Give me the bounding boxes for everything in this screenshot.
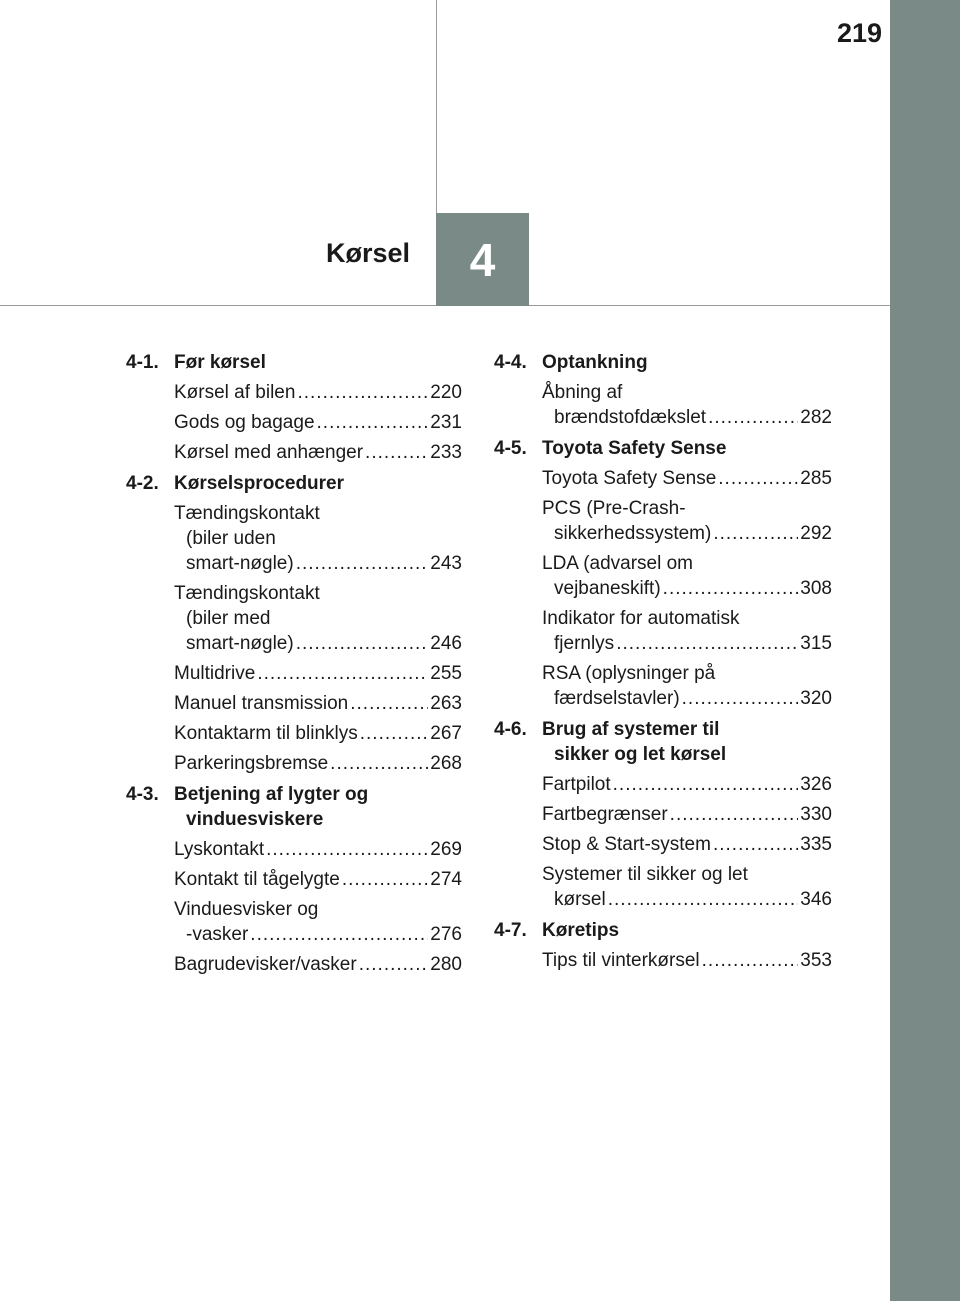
entry-page-number: 243 <box>430 553 462 574</box>
dot-leader <box>296 631 429 656</box>
section-title-line: Optankning <box>542 352 648 373</box>
section-number: 4-4. <box>494 352 527 373</box>
section-number: 4-3. <box>126 784 159 805</box>
dot-leader <box>365 440 428 465</box>
entry-text-line: Toyota Safety Sense <box>542 468 717 489</box>
entry-text-line: (biler uden <box>186 528 276 549</box>
section-number: 4-2. <box>126 473 159 494</box>
toc-entry[interactable] <box>174 440 462 465</box>
entry-page-number: 255 <box>430 663 462 684</box>
entry-page-number: 353 <box>800 950 832 971</box>
section-heading[interactable] <box>494 436 832 461</box>
page-number: 219 <box>836 18 882 48</box>
section-heading[interactable] <box>494 918 832 943</box>
entry-text-line: Åbning af <box>542 382 623 403</box>
toc-entry[interactable] <box>542 862 832 912</box>
toc-entry[interactable] <box>542 832 832 857</box>
toc-section <box>494 436 832 711</box>
entry-text-line: PCS (Pre-Crash- <box>542 498 686 519</box>
chapter-side-tab <box>890 0 960 1301</box>
toc-entry[interactable] <box>174 501 462 576</box>
entry-page-number: 292 <box>800 523 832 544</box>
entry-page-number: 276 <box>430 924 462 945</box>
section-title-line: Kørselsprocedurer <box>174 473 345 494</box>
section-title <box>542 350 832 375</box>
entry-text-line: Fartbegrænser <box>542 804 668 825</box>
dot-leader <box>330 751 428 776</box>
entry-page-number: 267 <box>430 723 462 744</box>
entry-text-line: Manuel transmission <box>174 693 349 714</box>
entry-text-line: -vasker <box>186 924 249 945</box>
dot-leader <box>702 948 799 973</box>
section-title-line: Betjening af lygter og <box>174 784 369 805</box>
entry-text-line: Kørsel af bilen <box>174 382 296 403</box>
entry-page-number: 231 <box>430 412 462 433</box>
entry-page-number: 268 <box>430 753 462 774</box>
entry-text-line: Fartpilot <box>542 774 611 795</box>
section-heading[interactable] <box>126 782 462 832</box>
entry-text-line: Tændingskontakt <box>174 503 320 524</box>
toc-entry[interactable] <box>174 867 462 892</box>
entry-text-line: Gods og bagage <box>174 412 315 433</box>
entry-text-line: Indikator for automatisk <box>542 608 740 629</box>
entry-text-line: (biler med <box>186 608 271 629</box>
dot-leader <box>296 551 429 576</box>
toc-entry[interactable] <box>542 772 832 797</box>
entry-text-line: fjernlys <box>554 633 615 654</box>
chapter-number: 4 <box>469 233 496 286</box>
dot-leader <box>317 410 429 435</box>
entry-page-number: 269 <box>430 839 462 860</box>
section-title <box>542 918 832 943</box>
toc-section <box>494 717 832 912</box>
dot-leader <box>608 887 799 912</box>
toc-section <box>126 350 462 465</box>
toc-entry[interactable] <box>174 380 462 405</box>
entry-page-number: 335 <box>800 834 832 855</box>
entry-page-number: 280 <box>430 954 462 975</box>
section-number: 4-1. <box>126 352 159 373</box>
header-vertical-rule <box>436 0 437 213</box>
dot-leader <box>350 691 428 716</box>
entry-text-line: smart-nøgle) <box>186 553 294 574</box>
dot-leader <box>342 867 428 892</box>
entry-text-line: brændstofdækslet <box>554 407 707 428</box>
toc-left-column <box>126 350 462 983</box>
entry-text-line: Tændingskontakt <box>174 583 320 604</box>
toc-entry[interactable] <box>174 410 462 435</box>
entry-page-number: 285 <box>800 468 832 489</box>
toc-section <box>494 918 832 973</box>
toc-section <box>494 350 832 430</box>
toc-entry[interactable] <box>542 661 832 711</box>
entry-page-number: 282 <box>800 407 832 428</box>
entry-text-line: smart-nøgle) <box>186 633 294 654</box>
toc-entry[interactable] <box>174 581 462 656</box>
section-title-line: vinduesviskere <box>186 809 324 830</box>
section-heading[interactable] <box>494 717 832 767</box>
toc-entry[interactable] <box>174 721 462 746</box>
toc-entry[interactable] <box>542 948 832 973</box>
entry-text-line: Tips til vinterkørsel <box>542 950 700 971</box>
entry-page-number: 233 <box>430 442 462 463</box>
dot-leader <box>616 631 798 656</box>
toc-entry[interactable] <box>542 496 832 546</box>
entry-text-line: færdselstavler) <box>554 688 680 709</box>
entry-page-number: 326 <box>800 774 832 795</box>
dot-leader <box>613 772 799 797</box>
dot-leader <box>682 686 799 711</box>
section-heading[interactable] <box>126 350 462 375</box>
dot-leader <box>297 380 428 405</box>
toc-section <box>126 471 462 776</box>
entry-text-line: Kørsel med anhænger <box>174 442 364 463</box>
dot-leader <box>257 661 428 686</box>
section-number: 4-5. <box>494 438 527 459</box>
toc-entry[interactable] <box>542 802 832 827</box>
toc-entry[interactable] <box>174 897 462 947</box>
entry-text-line: Vinduesvisker og <box>174 899 319 920</box>
toc-entry[interactable] <box>174 691 462 716</box>
entry-page-number: 246 <box>430 633 462 654</box>
entry-text-line: LDA (advarsel om <box>542 553 694 574</box>
toc-entry[interactable] <box>174 952 462 977</box>
dot-leader <box>663 576 799 601</box>
dot-leader <box>718 466 798 491</box>
entry-text-line: Bagrudevisker/vasker <box>174 954 357 975</box>
section-title-line: Toyota Safety Sense <box>542 438 727 459</box>
section-heading[interactable] <box>126 471 462 496</box>
dot-leader <box>708 405 798 430</box>
entry-page-number: 315 <box>800 633 832 654</box>
section-heading[interactable] <box>494 350 832 375</box>
toc-entry[interactable] <box>542 606 832 656</box>
entry-page-number: 274 <box>430 869 462 890</box>
dot-leader <box>359 952 429 977</box>
entry-text-line: Kontaktarm til blinklys <box>174 723 358 744</box>
entry-page-number: 320 <box>800 688 832 709</box>
section-number: 4-6. <box>494 719 527 740</box>
toc-section <box>126 782 462 977</box>
dot-leader <box>250 922 428 947</box>
section-title <box>174 350 462 375</box>
section-title <box>542 717 832 767</box>
toc-right-column <box>494 350 832 979</box>
toc-entry[interactable] <box>174 661 462 686</box>
entry-text-line: Systemer til sikker og let <box>542 864 748 885</box>
dot-leader <box>670 802 799 827</box>
toc-entry[interactable] <box>174 751 462 776</box>
chapter-title: Kørsel <box>325 238 410 268</box>
section-title-line: Brug af systemer til <box>542 719 720 740</box>
dot-leader <box>713 521 798 546</box>
toc-entry[interactable] <box>542 466 832 491</box>
toc-entry[interactable] <box>542 551 832 601</box>
entry-text-line: RSA (oplysninger på <box>542 663 716 684</box>
entry-text-line: Lyskontakt <box>174 839 265 860</box>
entry-text-line: Stop & Start-system <box>542 834 711 855</box>
dot-leader <box>266 837 428 862</box>
entry-page-number: 330 <box>800 804 832 825</box>
toc-entry[interactable] <box>174 837 462 862</box>
entry-text-line: vejbaneskift) <box>554 578 661 599</box>
section-number: 4-7. <box>494 920 527 941</box>
entry-page-number: 308 <box>800 578 832 599</box>
entry-text-line: Multidrive <box>174 663 256 684</box>
entry-text-line: sikkerhedssystem) <box>554 523 712 544</box>
dot-leader <box>360 721 429 746</box>
section-title <box>542 436 832 461</box>
entry-text-line: Kontakt til tågelygte <box>174 869 340 890</box>
section-title-line: Før kørsel <box>174 352 266 373</box>
section-title-line: sikker og let kørsel <box>554 744 727 765</box>
chapter-number-box <box>436 213 529 306</box>
section-title <box>174 471 462 496</box>
entry-page-number: 263 <box>430 693 462 714</box>
entry-text-line: Parkeringsbremse <box>174 753 329 774</box>
section-title <box>174 782 462 832</box>
section-title-line: Køretips <box>542 920 620 941</box>
entry-page-number: 220 <box>430 382 462 403</box>
entry-page-number: 346 <box>800 889 832 910</box>
entry-text-line: kørsel <box>554 889 606 910</box>
dot-leader <box>713 832 798 857</box>
toc-entry[interactable] <box>542 380 832 430</box>
